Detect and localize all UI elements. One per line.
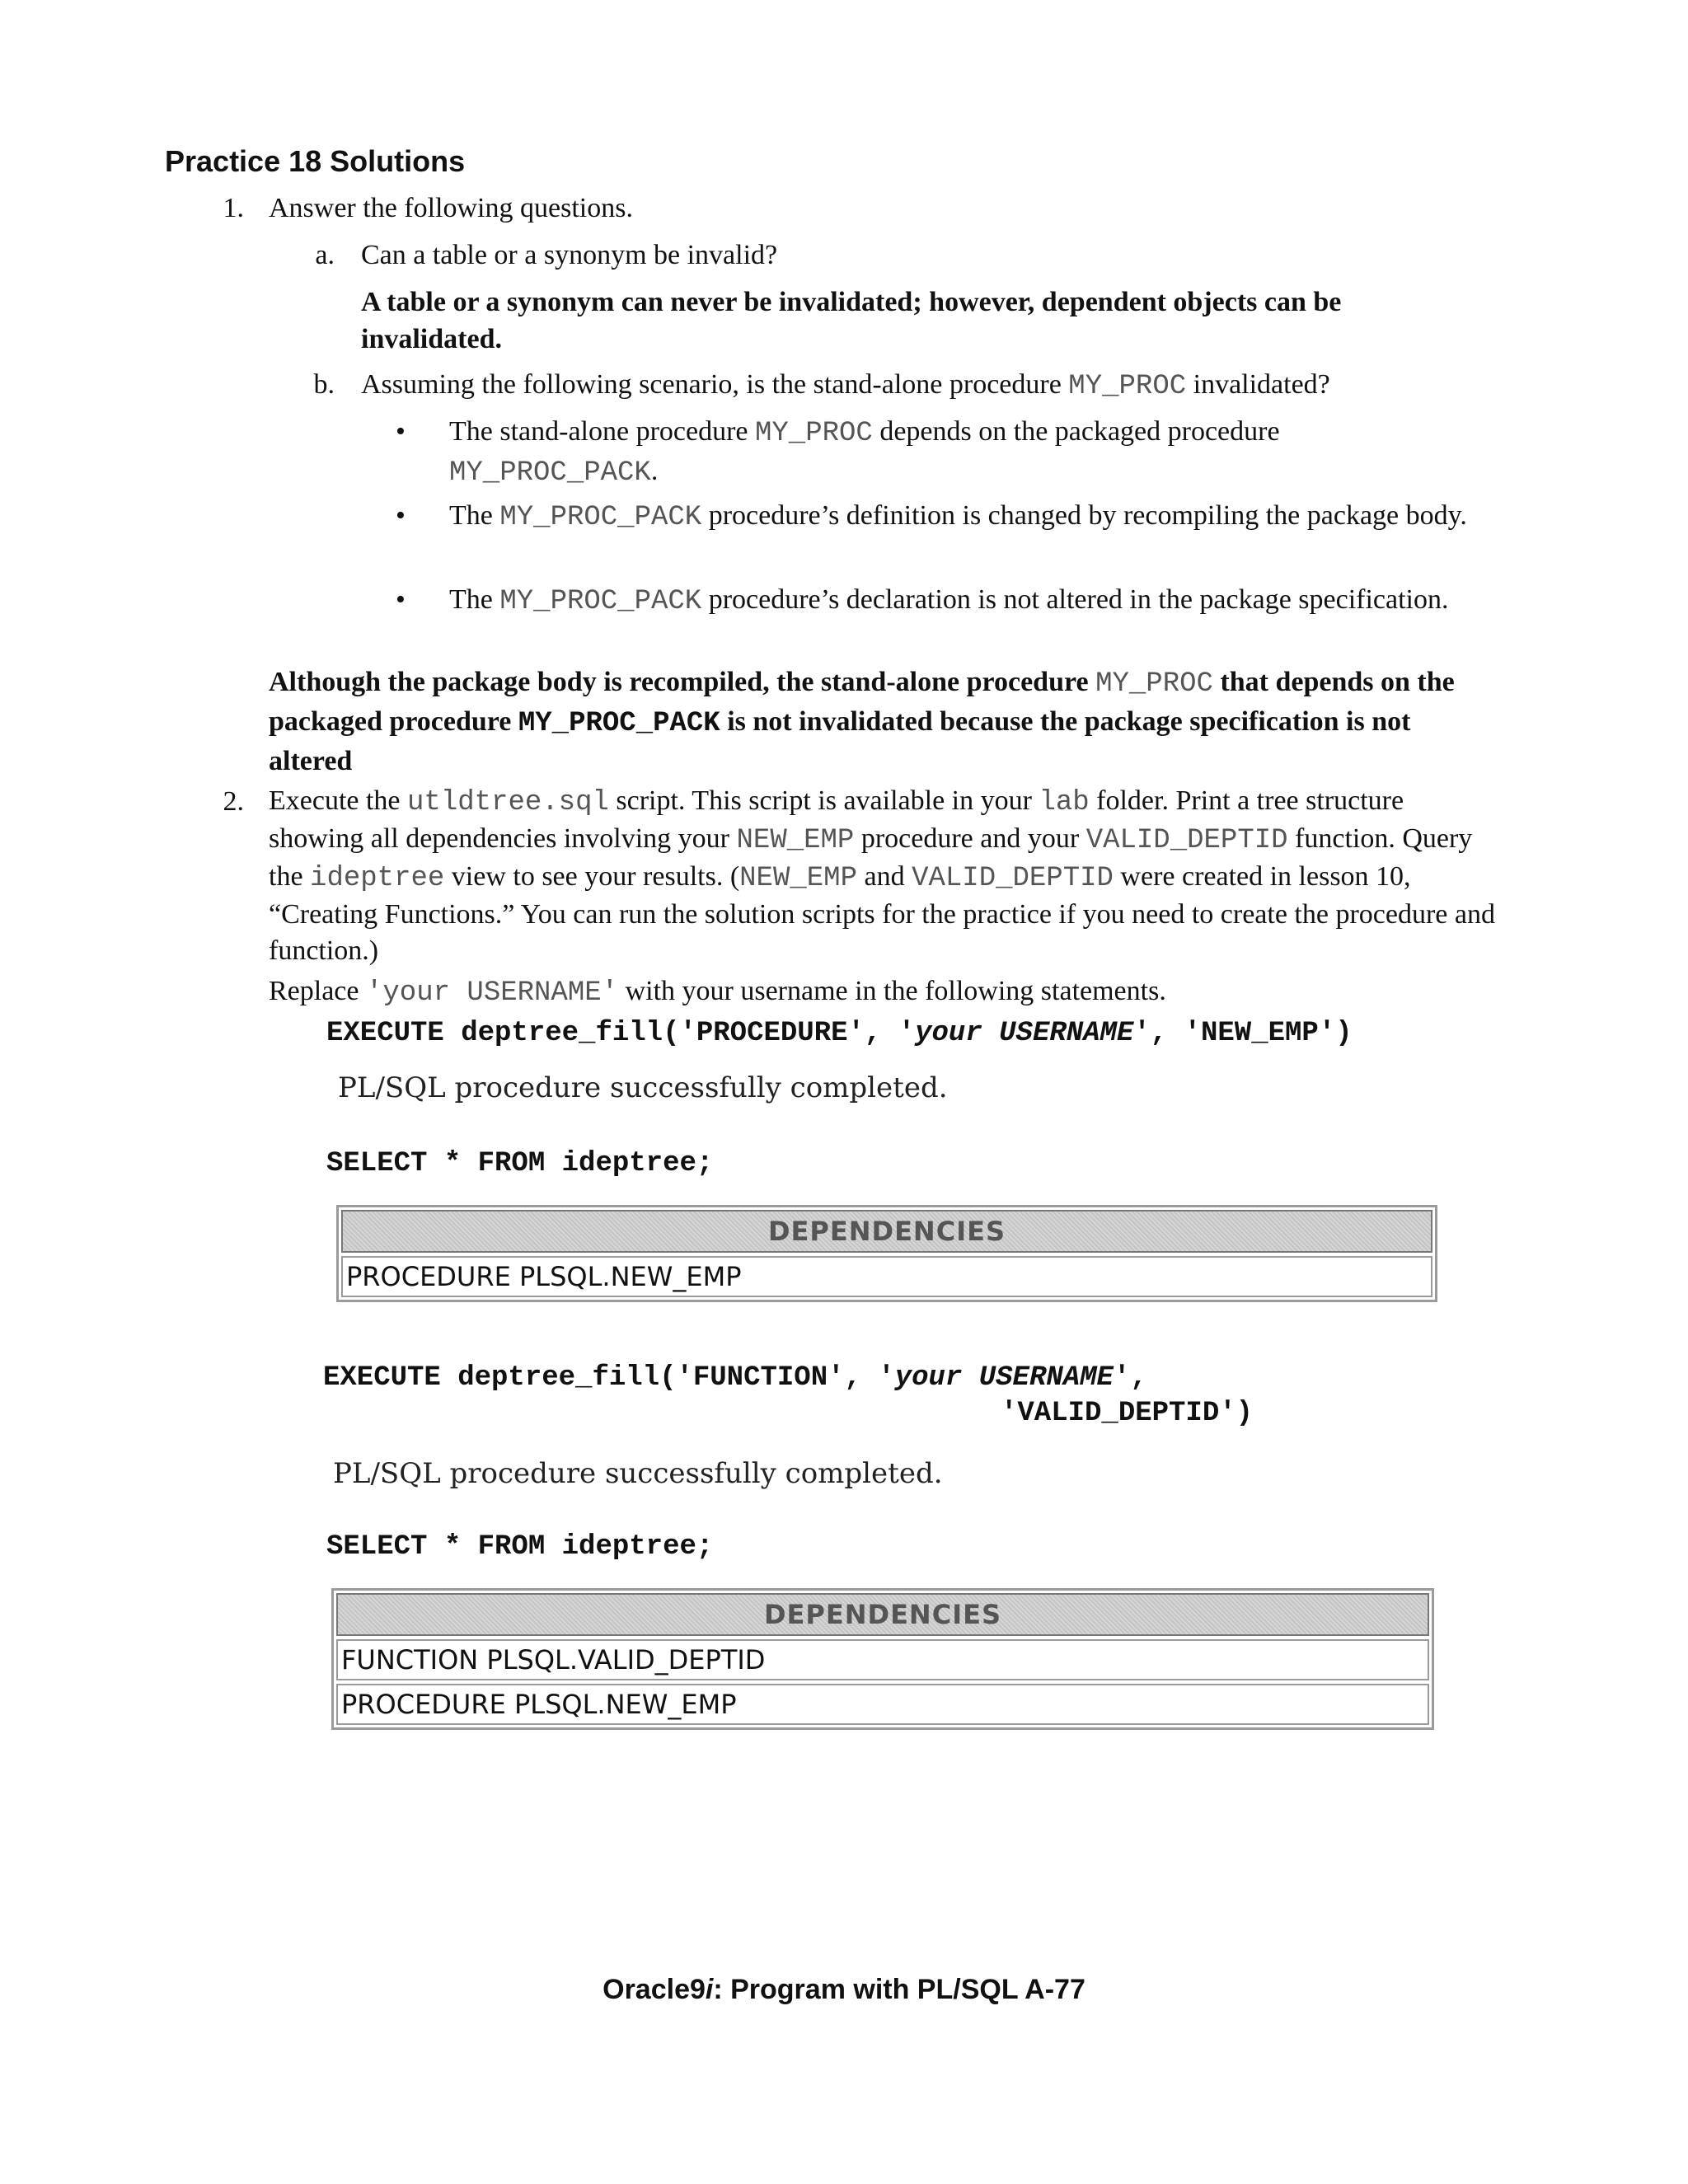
question-2-number: 2. (223, 786, 244, 817)
bullet-1-marker: • (396, 416, 406, 447)
table-1-header: DEPENDENCIES (341, 1210, 1432, 1253)
bullet-2-marker: • (396, 500, 406, 531)
table-row: PROCEDURE PLSQL.NEW_EMP (336, 1684, 1429, 1725)
page-footer: Oracle9i: Program with PL/SQL A-77 (603, 1974, 1085, 2005)
question-1b-marker: b. (313, 369, 335, 400)
plsql-message-2: PL/SQL procedure successfully completed. (333, 1457, 943, 1490)
question-1-number: 1. (223, 193, 244, 223)
question-1b-answer: Although the package body is recompiled, the stand-alone procedure MY_PROC that depends on the packaged procedure MY_PROC_PACK is not invalidated because the package specification is not altered (269, 667, 1455, 776)
dependencies-table-2 (331, 1588, 1434, 1730)
plsql-message-1: PL/SQL procedure successfully completed. (338, 1071, 948, 1104)
question-2-text: Execute the utldtree.sql script. This script is available in your lab folder. Print a tree structure showing all dependencies involving your NEW_EMP procedure and your VALID_DEPTID function. Query the ideptree view to see your results. (NEW_EMP and VALID_DEPTID were created in lesson 10, “Creating Functions.” You can run the solution scripts for the practice if you need to create the procedure and function.) (269, 785, 1495, 966)
question-1-text: Answer the following questions. (269, 193, 633, 223)
question-1a-text: Can a table or a synonym be invalid? (361, 240, 778, 270)
bullet-3-marker: • (396, 584, 406, 615)
replace-instruction: Replace 'your USERNAME' with your username in the following statements. (269, 976, 1166, 1009)
table-2-header: DEPENDENCIES (336, 1593, 1429, 1636)
execute-statement-2: EXECUTE deptree_fill('FUNCTION', 'your USERNAME', (323, 1362, 1147, 1394)
table-row: FUNCTION PLSQL.VALID_DEPTID (336, 1639, 1429, 1680)
page-heading: Practice 18 Solutions (165, 144, 466, 178)
execute-statement-2-continued: 'VALID_DEPTID') (1001, 1398, 1254, 1429)
bullet-2-text: The MY_PROC_PACK procedure’s definition is changed by recompiling the package body. (449, 500, 1467, 533)
question-1a-marker: a. (315, 240, 335, 270)
select-statement-1: SELECT * FROM ideptree; (326, 1148, 714, 1179)
dependencies-table-1 (336, 1205, 1437, 1302)
table-row: PROCEDURE PLSQL.NEW_EMP (341, 1256, 1432, 1297)
execute-statement-1: EXECUTE deptree_fill('PROCEDURE', 'your USERNAME', 'NEW_EMP') (326, 1018, 1353, 1049)
question-1a-answer: A table or a synonym can never be invalidated; however, dependent objects can be invalidated. (361, 287, 1342, 354)
bullet-3-text: The MY_PROC_PACK procedure’s declaration is not altered in the package specification. (449, 584, 1449, 617)
select-statement-2: SELECT * FROM ideptree; (326, 1531, 714, 1563)
question-1b-text: Assuming the following scenario, is the stand-alone procedure MY_PROC invalidated? (361, 369, 1330, 402)
bullet-1-text: The stand-alone procedure MY_PROC depends on the packaged procedure MY_PROC_PACK. (449, 416, 1280, 489)
